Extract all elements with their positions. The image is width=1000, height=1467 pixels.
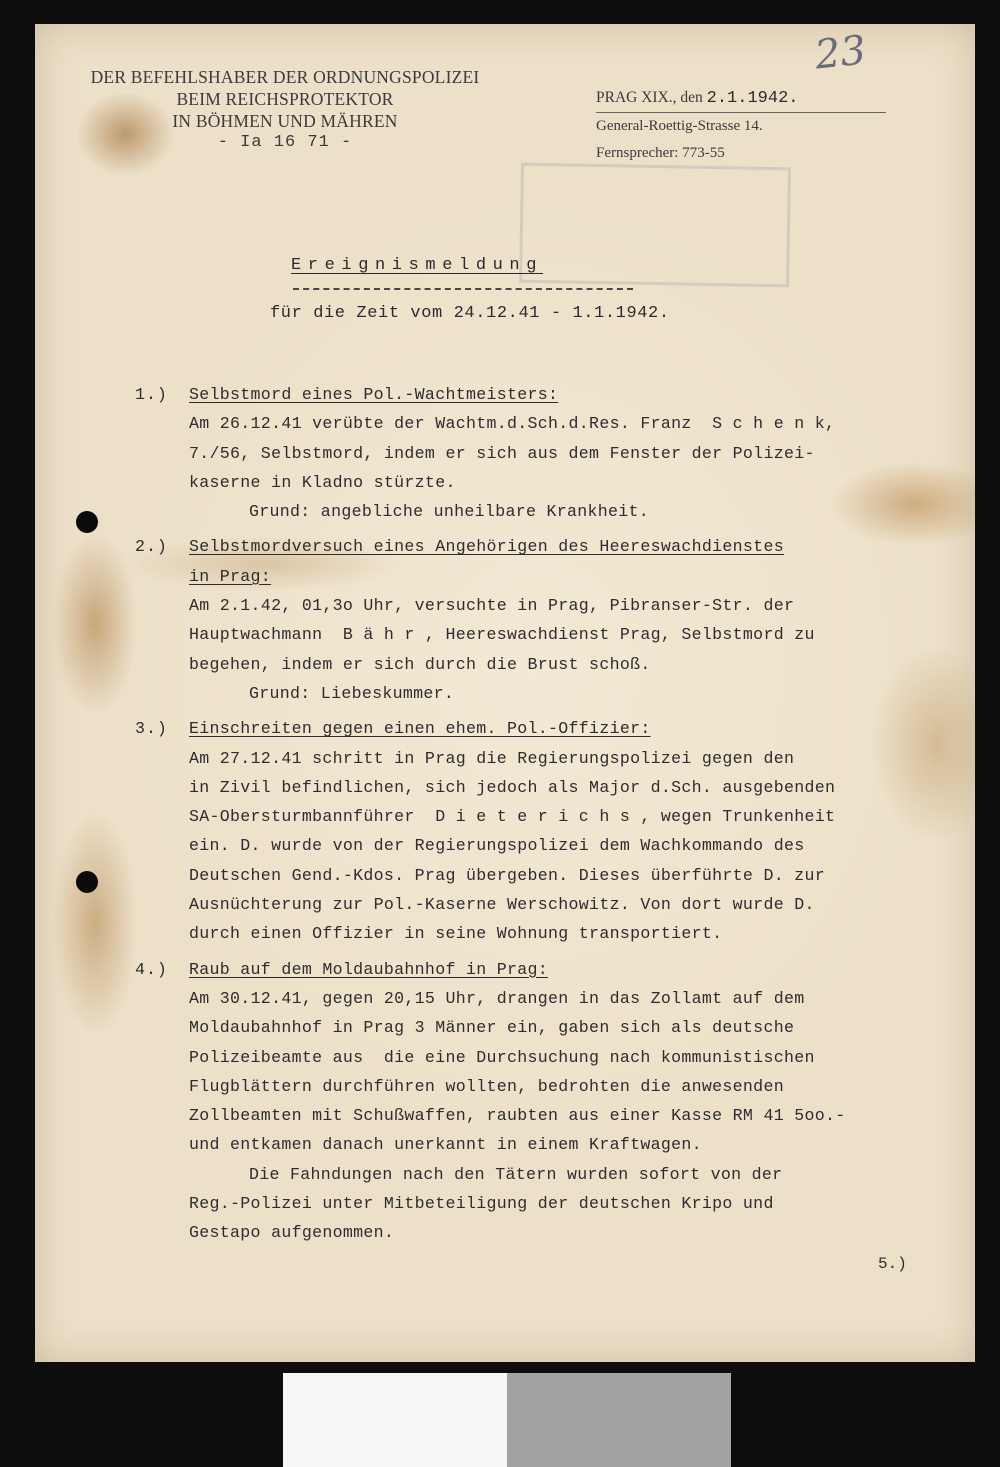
calibration-card-gray (507, 1373, 731, 1467)
section-heading: Selbstmord eines Pol.-Wachtmeisters: (189, 385, 559, 404)
letterhead-line: BEIM REICHSPROTEKTOR (176, 89, 394, 109)
punch-hole (76, 511, 98, 533)
document-date: 2.1.1942. (706, 89, 799, 108)
section-line: begehen, indem er sich durch die Brust schoß. (189, 654, 651, 674)
section-line: Ausnüchterung zur Pol.-Kaserne Werschowitz. Von dort wurde D. (189, 895, 815, 915)
title-rule (293, 288, 633, 290)
letterhead-line: DER BEFEHLSHABER DER ORDNUNGSPOLIZEI (90, 67, 480, 87)
section-number: 1.) (135, 385, 168, 404)
archive-page-number: 23 (812, 27, 869, 79)
section-line: Deutschen Gend.-Kdos. Prag übergeben. Dieses überführte D. zur (189, 865, 825, 885)
section-line: 7./56, Selbstmord, indem er sich aus dem Fenster der Polizei- (189, 443, 815, 463)
section-line: Reg.-Polizei unter Mitbeteiligung der deutschen Kripo und (189, 1194, 774, 1214)
report-section (135, 532, 945, 708)
next-page-marker: 5.) (878, 1255, 907, 1273)
section-line: Moldaubahnhof in Prag 3 Männer ein, gaben sich als deutsche (189, 1018, 795, 1038)
section-line: Hauptwachmann B ä h r , Heereswachdienst Prag, Selbstmord zu (189, 625, 815, 645)
section-reason: Grund: angebliche unheilbare Krankheit. (249, 502, 650, 522)
section-line: kaserne in Kladno stürzte. (189, 472, 456, 492)
section-line: Am 27.12.41 schritt in Prag die Regierungspolizei gegen den (189, 748, 795, 768)
section-number: 2.) (135, 537, 168, 557)
document-title: Ereignismeldung (291, 256, 544, 275)
section-heading: Selbstmordversuch eines Angehörigen des Heereswachdienstes (189, 537, 784, 557)
report-section (135, 714, 945, 948)
section-heading: in Prag: (189, 566, 272, 586)
section-line: Am 30.12.41, gegen 20,15 Uhr, drangen in das Zollamt auf dem (189, 988, 805, 1008)
section-number: 3.) (135, 719, 168, 739)
section-line: Polizeibeamte aus die eine Durchsuchung nach kommunistischen (189, 1047, 815, 1067)
report-section (135, 955, 945, 1248)
report-section (135, 380, 945, 526)
section-line: ein. D. wurde von der Regierungspolizei dem Wachkommando des (189, 836, 805, 856)
place-date-block (596, 84, 886, 167)
section-heading: Raub auf dem Moldaubahnhof in Prag: (189, 959, 549, 979)
section-line: Am 2.1.42, 01,3o Uhr, versuchte in Prag, Pibranser-Str. der (189, 596, 795, 616)
section-line: SA-Obersturmbannführer D i e t e r i c h s , wegen Trunkenheit (189, 807, 836, 827)
section-heading: Einschreiten gegen einen ehem. Pol.-Offizier: (189, 719, 651, 739)
reference-number: - Ia 16 71 - (217, 133, 353, 152)
letterhead-line: IN BÖHMEN UND MÄHREN (172, 111, 398, 131)
phone-number: Fernsprecher: 773-55 (596, 145, 725, 161)
letterhead (70, 66, 500, 154)
report-body (135, 380, 945, 1254)
calibration-card-white (283, 1373, 507, 1467)
section-number: 4.) (135, 959, 168, 979)
punch-hole (76, 871, 98, 893)
section-line: in Zivil befindlichen, sich jedoch als Major d.Sch. ausgebenden (189, 777, 836, 797)
report-period: für die Zeit vom 24.12.41 - 1.1.1942. (270, 304, 670, 323)
section-reason: Grund: Liebeskummer. (249, 683, 455, 703)
street-address: General-Roettig-Strasse 14. (596, 118, 763, 134)
section-line: Die Fahndungen nach den Tätern wurden sofort von der (249, 1164, 783, 1184)
section-line: durch einen Offizier in seine Wohnung transportiert. (189, 924, 723, 944)
place-date-line (596, 84, 886, 113)
section-line: Zollbeamten mit Schußwaffen, raubten aus einer Kasse RM 41 5oo.- (189, 1106, 846, 1126)
section-line: und entkamen danach unerkannt in einem Kraftwagen. (189, 1135, 702, 1155)
section-line: Am 26.12.41 verübte der Wachtm.d.Sch.d.Res. Franz S c h e n k, (189, 414, 836, 434)
section-line: Gestapo aufgenommen. (189, 1223, 395, 1243)
section-line: Flugblättern durchführen wollten, bedrohten die anwesenden (189, 1076, 784, 1096)
city: PRAG XIX., den (596, 89, 703, 106)
